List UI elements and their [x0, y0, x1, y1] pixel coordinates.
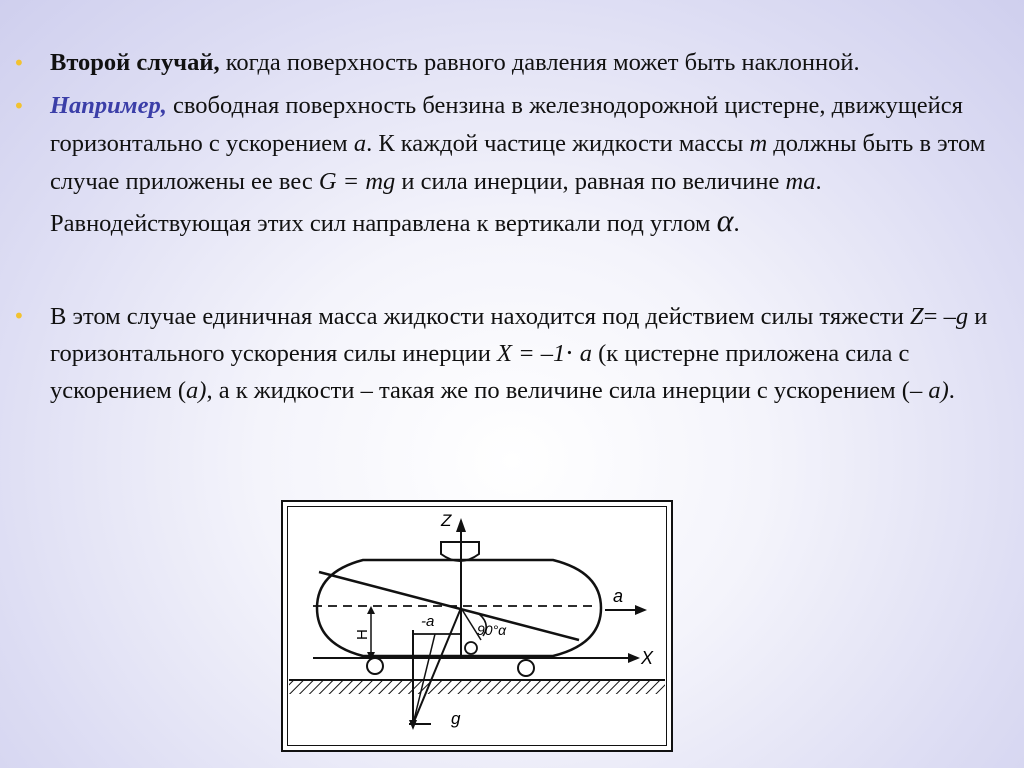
text-run: (к цистерне приложена сила с ускорением (	[50, 340, 910, 404]
var-a: а	[353, 130, 367, 157]
text-run: и горизонтального ускорения силы инерции	[50, 303, 988, 367]
bullet-lead: Например,	[50, 92, 167, 119]
text-run: свободная поверхность бензина в железнодорожной цистерне, движущейся горизонтально с ускорением	[50, 92, 963, 157]
wheel-left	[367, 658, 383, 674]
text-run: . Равнодействующая этих сил направлена к вертикали под углом	[50, 168, 822, 237]
z-axis-label: Z	[441, 511, 452, 530]
bullet-dot: •	[13, 304, 25, 328]
bullet-dot: •	[13, 94, 25, 118]
var-alpha: α	[716, 202, 734, 238]
tank-diagram-svg	[283, 502, 671, 750]
angle-label: 90°α	[477, 622, 507, 638]
bullet-example	[13, 87, 1000, 243]
bullet-text: когда поверхность равного давления может быть наклонной.	[219, 49, 860, 76]
minus-a-label: -a	[421, 613, 435, 630]
h-label: H	[354, 629, 371, 640]
text-run: , а к жидкости – такая же по величине сила инерции с ускорением (	[206, 377, 910, 404]
bullet-lead: Второй случай,	[50, 49, 220, 76]
bullet-unit-mass	[13, 298, 1000, 409]
x-axis-arrow	[628, 653, 640, 663]
text-run: .	[733, 210, 740, 237]
var-g: g	[955, 303, 969, 330]
var-minus-a: – а)	[909, 377, 949, 404]
wheel-small	[465, 642, 477, 654]
tank-diagram	[281, 500, 673, 752]
var-ma: ma	[785, 168, 816, 195]
accel-arrow-head	[635, 605, 647, 615]
text-run: . К каждой частице жидкости массы	[366, 130, 750, 157]
var-m: m	[749, 130, 768, 157]
text-run: .	[948, 377, 955, 404]
text-run: и сила инерции, равная по величине	[395, 168, 786, 195]
formula-x: X = –1⋅ а	[497, 340, 593, 367]
var-a: а)	[186, 377, 207, 404]
var-z: Z	[910, 303, 924, 330]
text-run: должны быть в этом случае приложены ее вес	[50, 130, 986, 195]
h-arrow-top	[367, 606, 375, 614]
ground-hatch	[289, 680, 665, 694]
accel-label: a	[613, 586, 624, 606]
formula-g: G = mg	[318, 168, 396, 195]
z-axis-arrow	[456, 518, 466, 532]
x-axis-label: X	[641, 648, 654, 668]
bullet-dot: •	[13, 51, 25, 75]
text-run: В этом случае единичная масса жидкости находится под действием силы тяжести	[50, 303, 910, 330]
text-run: = –	[923, 303, 956, 330]
wheel-right	[518, 660, 534, 676]
g-label: g	[451, 709, 461, 728]
bullet-second-case	[13, 44, 1000, 82]
